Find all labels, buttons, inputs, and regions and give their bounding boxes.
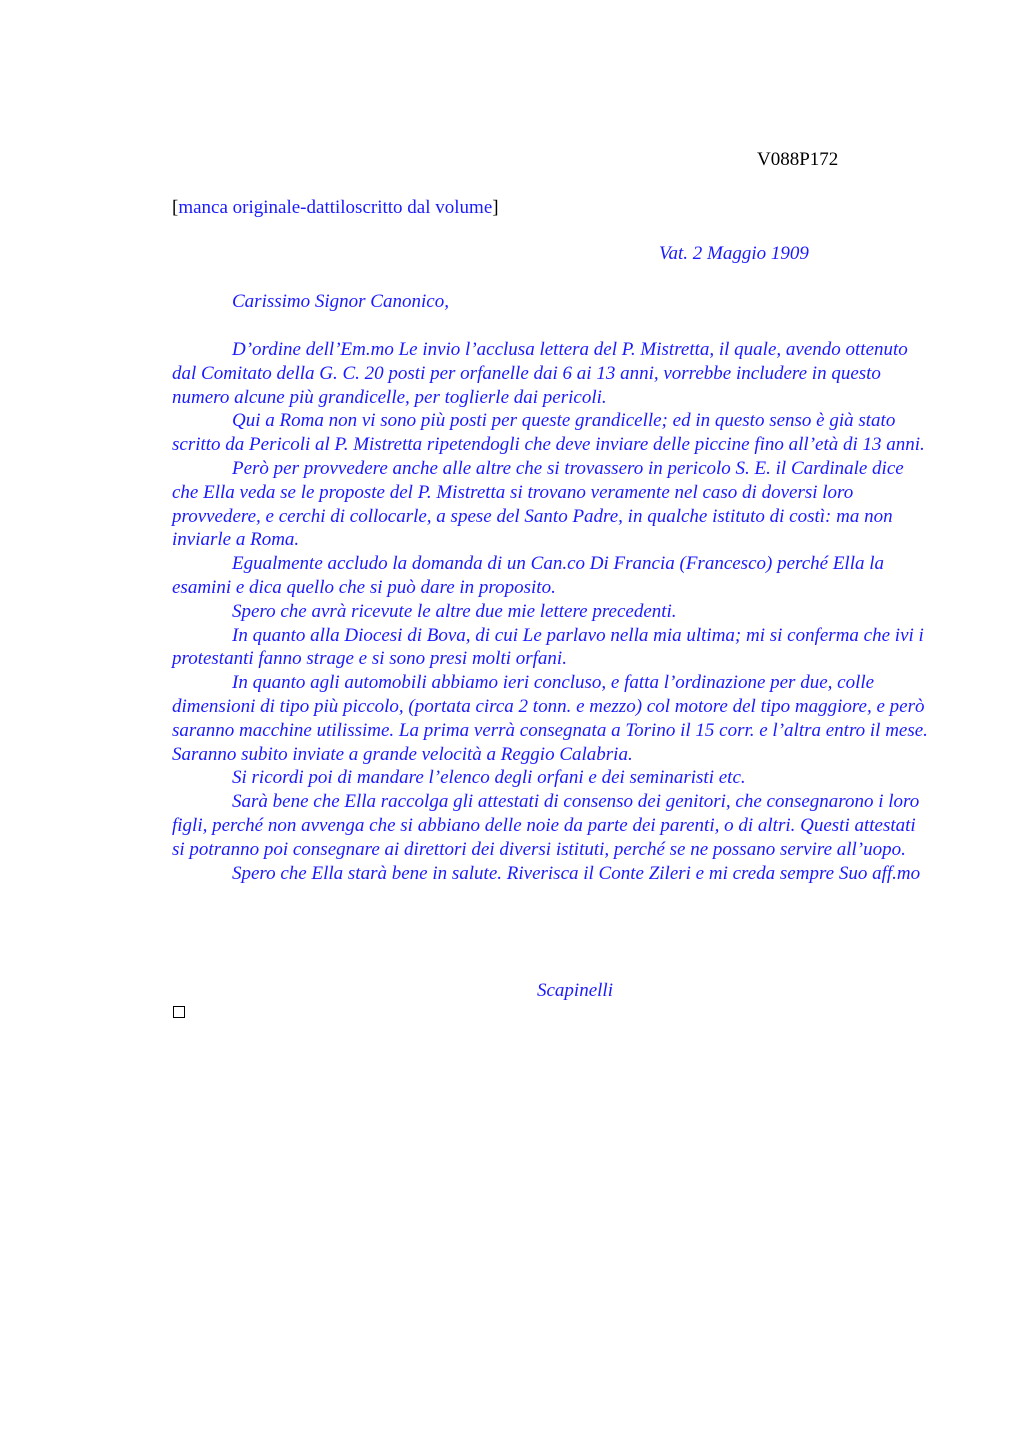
- square-outline-icon: [173, 1006, 185, 1018]
- paragraph: Sarà bene che Ella raccolga gli attestati di consenso dei genitori, che consegnarono i loro figli, perché non avvenga che si abbiano delle noie da parte dei parenti, o di altri. Questi attestati si potranno poi consegnare ai direttori dei diversi istituti, perché se ne possano servire all’uopo.: [172, 791, 920, 860]
- paragraph: Spero che avrà ricevute le altre due mie lettere precedenti.: [232, 600, 677, 622]
- note-open-bracket: [: [172, 197, 179, 218]
- document-id: V088P172: [757, 149, 839, 170]
- paragraph: Qui a Roma non vi sono più posti per queste grandicelle; ed in questo senso è già stato scritto da Pericoli al P. Mistretta ripetendogli che deve inviare delle piccine fino all’età di 13 anni.: [172, 410, 925, 456]
- paragraph: Però per provvedere anche alle altre che si trovassero in pericolo S. E. il Cardinale dice che Ella veda se le proposte del P. Mistretta si trovano veramente nel caso di doversi loro provvedere, e cerchi di collocarle, a spese del Santo Padre, in qualche istituto di costì: ma non inviarle a Roma.: [172, 457, 904, 551]
- paragraph: D’ordine dell’Em.mo Le invio l’acclusa lettera del P. Mistretta, il quale, avendo ottenuto dal Comitato della G. C. 20 posti per orfanelle dai 6 ai 13 anni, vorrebbe includere in questo numero alcune più grandicelle, per toglierle dai pericoli.: [172, 339, 908, 408]
- paragraph: Egualmente accludo la domanda di un Can.co Di Francia (Francesco) perché Ella la esamini e dica quello che si può dare in proposito.: [172, 553, 885, 598]
- salutation: Carissimo Signor Canonico,: [232, 291, 449, 312]
- source-note: [172, 196, 499, 220]
- letter-body: [172, 338, 930, 885]
- note-text: manca originale-dattiloscritto dal volume: [178, 197, 493, 218]
- paragraph: In quanto agli automobili abbiamo ieri concluso, e fatta l’ordinazione per due, colle dimensioni di tipo più piccolo, (portata circa 2 tonn. e mezzo) col motore del tipo maggiore, e però saranno macchine utilissime. La prima verrà consegnata a Torino il 15 corr. e l’altra entro il mese. Saranno subito inviate a grande velocità a Reggio Calabria.: [172, 672, 928, 765]
- paragraph: In quanto alla Diocesi di Bova, di cui Le parlavo nella mia ultima; mi si conferma che ivi i protestanti fanno strage e si sono presi molti orfani.: [172, 624, 924, 670]
- signature: Scapinelli: [537, 980, 613, 1001]
- note-close-bracket: ]: [492, 197, 499, 218]
- paragraph: Spero che Ella starà bene in salute. Riverisca il Conte Zileri e mi creda sempre Suo aff.mo: [232, 862, 921, 884]
- letter-date: Vat. 2 Maggio 1909: [659, 243, 809, 264]
- paragraph: Si ricordi poi di mandare l’elenco degli orfani e dei seminaristi etc.: [232, 767, 746, 789]
